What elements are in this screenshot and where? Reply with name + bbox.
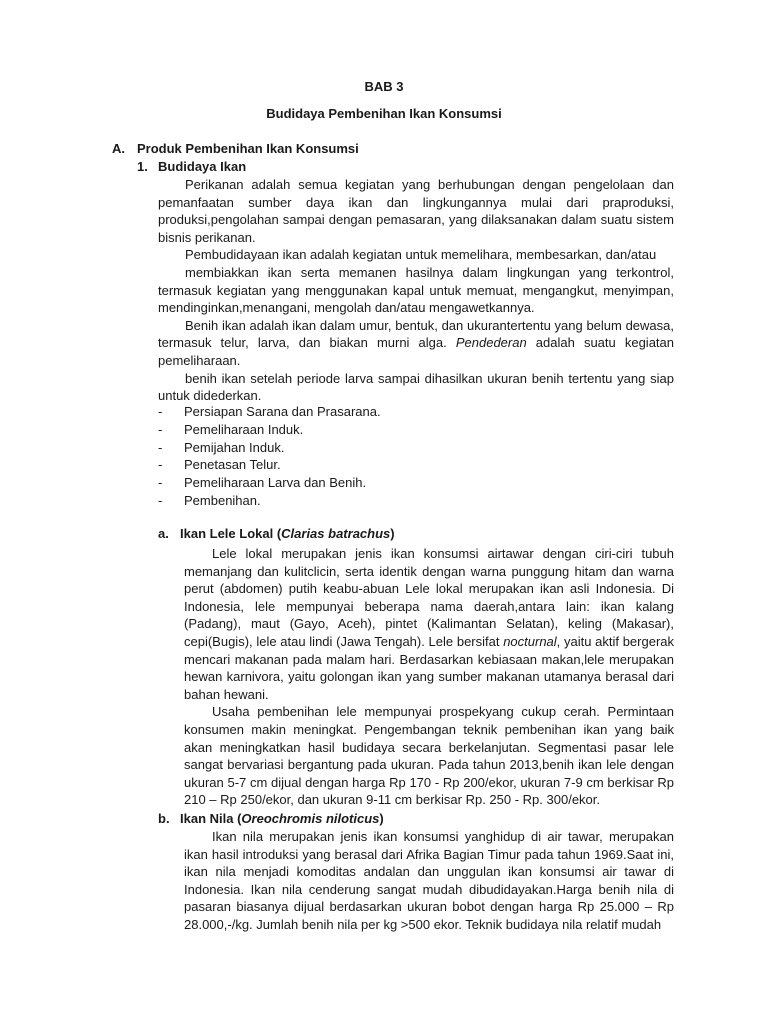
list-item-text: Persiapan Sarana dan Prasarana.	[184, 404, 381, 419]
paragraph-benih-larva: benih ikan setelah periode larva sampai dihasilkan ukuran benih tertentu yang siap untuk didederkan.	[158, 370, 674, 404]
paragraph-pembudidayaan-rest: membiakkan ikan serta memanen hasilnya dalam lingkungan yang terkontrol, termasuk kegiatan yang menggunakan kapal untuk memuat, mengangkut, menyimpan, mendinginkan,menangani, mengolah dan/atau mengawetkannya.	[158, 264, 674, 316]
list-item-text: Pembenihan.	[184, 492, 261, 508]
list-dash: -	[158, 457, 163, 473]
list-item	[158, 439, 674, 457]
item-a-p1-end: , yaitu aktif bergerak mencari makanan pada malam hari. Berdasarkan kebiasaan makan,lele merupakan hewan karnivora, yaitu golongan ikan yang sumber makanan utamanya berasal dari bahan hewani.	[184, 633, 675, 702]
section-heading	[112, 140, 359, 158]
item-a-paragraph-2: Usaha pembenihan lele mempunyai prospekyang cukup cerah. Permintaan konsumen makin meningkat. Pengembangan teknik pembenihan ikan yang baik akan meningkatkan hasil budidaya secara berkelanjutan. Segmentasi pasar lele sangat bervariasi bergantung pada ukuran. Pada tahun 2013,benih ikan lele dengan ukuran 5-7 cm dijual dengan harga Rp 170 - Rp 200/ekor, ukuran 7-9 cm berkisar Rp 210 – Rp 250/ekor, dan ukuran 9-11 cm berkisar Rp. 250 - Rp. 300/ekor.	[184, 704, 674, 808]
list-item	[158, 474, 674, 492]
item-a-p1-italic: nocturnal	[503, 633, 557, 649]
list-dash: -	[158, 492, 163, 508]
item-b-label: b.	[158, 811, 170, 826]
list-dash: -	[158, 439, 163, 455]
item-a-heading	[158, 525, 395, 543]
list-dash: -	[158, 404, 163, 419]
section-title: Produk Pembenihan Ikan Konsumsi	[137, 141, 359, 156]
list-item-text: Penetasan Telur.	[184, 457, 281, 473]
item-b-title-italic: Oreochromis niloticus	[241, 811, 380, 826]
step-list	[158, 403, 674, 510]
item-a-title: Ikan Lele Lokal (	[180, 526, 282, 541]
item-b-title-end: )	[379, 811, 384, 826]
subsection-heading	[137, 158, 246, 176]
paragraph-perikanan: Perikanan adalah semua kegiatan yang berhubungan dengan pengelolaan dan pemanfaatan sumber daya ikan dan lingkungannya mulai dari praproduksi, produksi,pengolahan sampai dengan pemasaran, yang dilaksanakan dalam suatu sistem bisnis perikanan.	[158, 177, 674, 245]
chapter-title: Budidaya Pembenihan Ikan Konsumsi	[266, 106, 502, 121]
list-item-text: Pemijahan Induk.	[184, 439, 285, 455]
item-a-p1-start: Lele lokal merupakan jenis ikan konsumsi airtawar dengan ciri-ciri tubuh memanjang dan kulitclicin, serta identik dengan warna punggung hitam dan warna perut (abdomen) putih keabu-abuan Lele lokal merupakan ikan asli Indonesia. Di Indonesia, lele mempunyai beberapa nama daerah,antara lain: ikan kalang (Padang), maut (Gayo, Aceh), pintet (Kalimantan Selatan), keling (Makasar), cepi(Bugis), lele atau lindi (Jawa Tengah). Lele bersifat	[184, 546, 674, 649]
item-a-body	[184, 545, 674, 809]
item-b-body	[184, 828, 674, 934]
item-a-label: a.	[158, 526, 169, 541]
list-item	[158, 421, 674, 439]
list-dash: -	[158, 421, 163, 437]
item-a-paragraph-1	[184, 545, 674, 703]
item-b-heading	[158, 810, 384, 828]
list-dash: -	[158, 475, 163, 491]
paragraph-benih	[158, 317, 674, 370]
body-paragraphs	[158, 176, 674, 405]
list-item-text: Pemeliharaan Larva dan Benih.	[184, 475, 367, 491]
list-item	[158, 456, 674, 474]
subsection-label: 1.	[137, 159, 148, 174]
list-item	[158, 492, 674, 510]
item-a-title-italic: Clarias batrachus	[281, 526, 391, 541]
section-label: A.	[112, 141, 125, 156]
paragraph-benih-italic: Pendederan	[455, 335, 527, 351]
subsection-title: Budidaya Ikan	[158, 159, 247, 174]
item-a-title-end: )	[390, 526, 395, 541]
list-item	[158, 403, 674, 421]
paragraph-pembudidayaan-line1: Pembudidayaan ikan adalah kegiatan untuk memelihara, membesarkan, dan/atau	[185, 247, 657, 263]
paragraph-benih-start: Benih ikan adalah ikan dalam umur, bentuk, dan ukurantertentu yang belum dewasa, termasuk telur, larva, dan biakan murni alga.	[158, 317, 674, 351]
list-item-text: Pemeliharaan Induk.	[184, 421, 304, 437]
item-b-title: Ikan Nila (	[180, 811, 242, 826]
item-b-paragraph-1: Ikan nila merupakan jenis ikan konsumsi yanghidup di air tawar, merupakan ikan hasil introduksi yang berasal dari Afrika Bagian Timur pada tahun 1969.Saat ini, ikan nila menjadi komoditas andalan dan unggulan ikan konsumsi air tawar di Indonesia. Ikan nila cenderung sangat mudah dibudidayakan.Harga benih nila di pasaran biasanya dijual berdasarkan ukuran bobot dengan harga Rp 25.000 – Rp 28.000,-/kg. Jumlah benih nila per kg >500 ekor. Teknik budidaya nila relatif mudah	[184, 829, 674, 932]
paragraph-benih-end: adalah suatu kegiatan pemeliharaan.	[158, 335, 675, 368]
chapter-heading: BAB 3	[364, 79, 404, 94]
